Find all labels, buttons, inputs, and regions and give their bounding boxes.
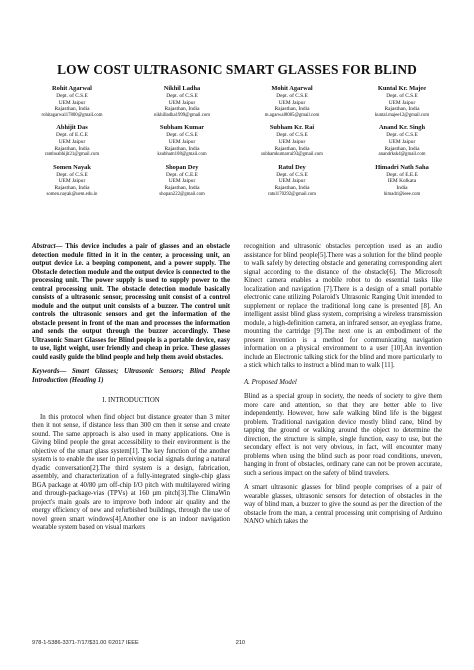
author-affiliation (132, 164, 232, 198)
author-location: Rajasthan, India (54, 184, 90, 191)
author-dept: Dept. of C.S.E (386, 93, 418, 99)
section-heading-introduction: I. INTRODUCTION (102, 397, 160, 404)
author-institution: UEM Jaipur (58, 99, 86, 106)
author-location: Rajasthan, India (54, 106, 90, 113)
author-affiliation (242, 124, 342, 158)
proposed-model-paragraph-2: A smart ultrasonic glasses for blind people comprises of a pair of wearable glasses, ultrasonic sensors for detection of obstacles in the way of blind man, a buzzer to give the sound as per the direction of the obstacle from the man, a central processing unit comprising of Arduino NANO which takes the (244, 484, 442, 525)
author-dept: Dept. of E.C.E (56, 132, 88, 139)
proposed-model-paragraph-1: Blind as a special group in society, the needs of society to give them more care and attention, so that they are better able to live independently. However, how safe walking blind life is the biggest problem. Traditional navigation device mostly blind cane, blind by tapping the ground or walking around the object to determine the direction, the structure is simple, single function, easy to use, but the secondary effect is not very obvious, in fact, will encounter many problems when using the blind such as poor road conditions, uneven, hanging in front of obstacles, ordinary cane can not be proven accurate, such a serious impact on the safety of blind travelers. (244, 393, 442, 477)
author-location: Rajasthan, India (274, 106, 310, 113)
author-affiliation (352, 164, 452, 198)
author-email: shopan222@gmail.com (159, 191, 205, 197)
author-location: Rajasthan, India (274, 184, 310, 191)
intro-paragraph: In this protocol when find object but distance greater than 3 miter then it not sense, if distance less than 300 cm then it sense and create sound. The same approach is also used in many applications. One is Giving blind people the great accessibility to their environment is the objective of the smart glass system[1]. The key function of the another system is to enable the user in perceiving social signals during a natural dyadic conversation[2].The third system is a design, fabrication, assembly, and characterization of a fully-integrated single-chip glass BGA package at 40/80 µm off-chip I/O pitch with multilayered wiring and through-package-vias (TPVs) at 160 µm pitch[3].The ClimaWin project's main goals are to improve both indoor air quality and the energy efficiency of new and refurbished buildings, through the use of novel green smart windows[4].Another one is an indoor navigation wearable system based on visual markers (32, 413, 230, 531)
subsection-heading-proposed-model: A. Proposed Model (244, 378, 297, 386)
footer-page-number: 210 (235, 640, 246, 646)
author-affiliation (132, 124, 232, 158)
author-institution: UEM Jaipur (58, 138, 86, 145)
author-name: Kuntal Kr. Majee (377, 85, 427, 92)
author-dept: Dept. of C.S.E (56, 171, 88, 178)
author-name: Somen Nayak (53, 163, 91, 171)
author-institution: UEM Jaipur (278, 178, 306, 185)
author-dept: Dept. of C.S.E (56, 93, 88, 99)
author-row (22, 124, 452, 158)
author-email: somen.nayak@uem.edu.in (46, 191, 98, 197)
author-name: Himadri Nath Saha (375, 163, 429, 171)
author-email: ratul170292@gmail.com (268, 191, 316, 197)
author-institution: UEM Jaipur (168, 99, 196, 106)
author-name: Abhijit Das (56, 124, 88, 132)
author-location: Rajasthan, India (384, 106, 420, 113)
author-dept: Dept. of C.S.E (276, 93, 308, 99)
author-name: Mohit Agarwal (271, 85, 313, 92)
author-affiliation (132, 85, 232, 119)
author-name: Shopan Dey (165, 163, 199, 171)
author-institution: UEM Jaipur (278, 99, 306, 106)
author-affiliation (352, 124, 452, 158)
abstract-label: Abstract— (32, 243, 63, 250)
author-affiliation (242, 85, 342, 119)
author-dept: Dept. of C.S.E (166, 132, 198, 139)
author-institution: UEM Jaipur (278, 138, 306, 145)
keywords-label: Keywords— (32, 368, 67, 375)
author-email: ramboabhijit21@gmail.com (44, 152, 100, 158)
author-dept: Dept. of C.S.E (276, 171, 308, 178)
author-affiliation (352, 85, 452, 119)
author-name: Anand Kr. Singh (378, 124, 426, 132)
author-location: Rajasthan, India (384, 145, 420, 152)
author-location: Rajasthan, India (274, 145, 310, 152)
author-email: subhamkumarrai93@gmail.com (261, 152, 323, 158)
author-dept: Dept. of C.E.E (166, 171, 198, 178)
author-location: India (396, 184, 408, 191)
author-affiliation (22, 164, 122, 198)
author-institution: IEM Kolkata (387, 178, 417, 185)
author-email: kuntal.majee12@gmail.com (374, 112, 430, 118)
author-affiliation (22, 85, 122, 119)
author-name: Subham Kumar (159, 124, 205, 132)
author-affiliation (242, 164, 342, 198)
author-institution: UEM Jaipur (168, 138, 196, 145)
author-location: Rajasthan, India (164, 145, 200, 152)
author-name: Ratul Dey (278, 163, 306, 171)
author-email: anandrksk4@gmail.com (378, 152, 426, 158)
author-email: rohitagarwal17800@gmail.com (41, 112, 103, 118)
author-name: Rohit Agarwal (52, 85, 92, 92)
author-email: himadri@ieee.com (383, 191, 421, 197)
author-email: nikhilladha1999@gmail.com (154, 112, 210, 118)
author-email: m.agarwal8085@gmail.com (264, 112, 320, 118)
author-institution: UEM Jaipur (168, 178, 196, 185)
author-block (22, 85, 452, 203)
keywords (32, 368, 230, 385)
paper-title: LOW COST ULTRASONIC SMART GLASSES FOR BLIND (57, 62, 417, 77)
page-footer (32, 640, 442, 646)
author-row (22, 85, 452, 119)
abstract (32, 243, 230, 362)
author-name: Subham Kr. Rai (269, 124, 315, 132)
author-institution: UEM Jaipur (388, 138, 416, 145)
related-work-paragraph: recognition and ultrasonic obstacles perception used as an audio assistance for blind people[5].There was a solution for the blind people to walk safely by detecting obstacle and generating corresponding alert signal according to the distance of the obstacle[6]. The Microsoft Kinect camera enables a mobile robot to do essential tasks like localization and navigation [7].There is a design of a small portable electronic cane utilizing Polaroid's Ultrasonic Ranging Unit intended to supplement or replace the traditional long cane is presented [8]. An intelligent assist blind glass system, comprising a wireless transmission module, a high-definition camera, an infrared sensor, an eyeglass frame, mounting the cartridge [9].The next one is an embodiment of the present invention is a method for communicating navigation information on a physical environment to a user [10].An invention include an Electronic talking stick for the blind and more particularly to a stick which talks to instruct a blind man to walk [11]. (244, 243, 442, 369)
author-dept: Dept. of C.S.E (276, 132, 308, 139)
author-dept: Dept. of C.S.E (166, 93, 198, 99)
author-affiliation (22, 124, 122, 158)
author-dept: Dept. of C.S.E (386, 132, 418, 139)
left-column (32, 243, 230, 539)
author-institution: UEM Jaipur (388, 99, 416, 106)
footer-isbn: 978-1-5386-3371-7/17/$31.00 ©2017 IEEE (32, 640, 139, 646)
author-dept: Dept. of E.E.E (386, 171, 418, 178)
author-email: ksubham108@gmail.com (157, 152, 207, 158)
right-column (244, 243, 442, 533)
author-row (22, 164, 452, 198)
author-institution: UEM Jaipur (58, 178, 86, 185)
keywords-text: Smart Glasses; Ultrasonic Sensors; Blind People Introduction (Heading 1) (32, 368, 230, 384)
author-name: Nikhil Ladha (163, 85, 201, 92)
author-location: Rajasthan, India (164, 106, 200, 113)
abstract-text: This device includes a pair of glasses and an obstacle detection module fitted in it in the center, a processing unit, an output device i.e. a beeping component, and a power supply. The Obstacle detection module and the output device is connected to the processing unit. The power supply is used to supply power to the central processing unit. The obstacle detection module basically consists of a ultrasonic sensor, processing unit consist of a control module and the output unit consists of a buzzer. The control unit controls the ultrasonic sensors and get the information of the obstacle present in front of the man and processes the information and sends the output through the buzzer accordingly. These Ultrasonic Smart Glasses for Blind people is a portable device, easy to use, light weight, user friendly and cheap in price. These glasses could easily guide the blind people and help them avoid obstacles. (32, 243, 230, 361)
author-location: Rajasthan, India (164, 184, 200, 191)
author-location: Rajasthan, India (54, 145, 90, 152)
